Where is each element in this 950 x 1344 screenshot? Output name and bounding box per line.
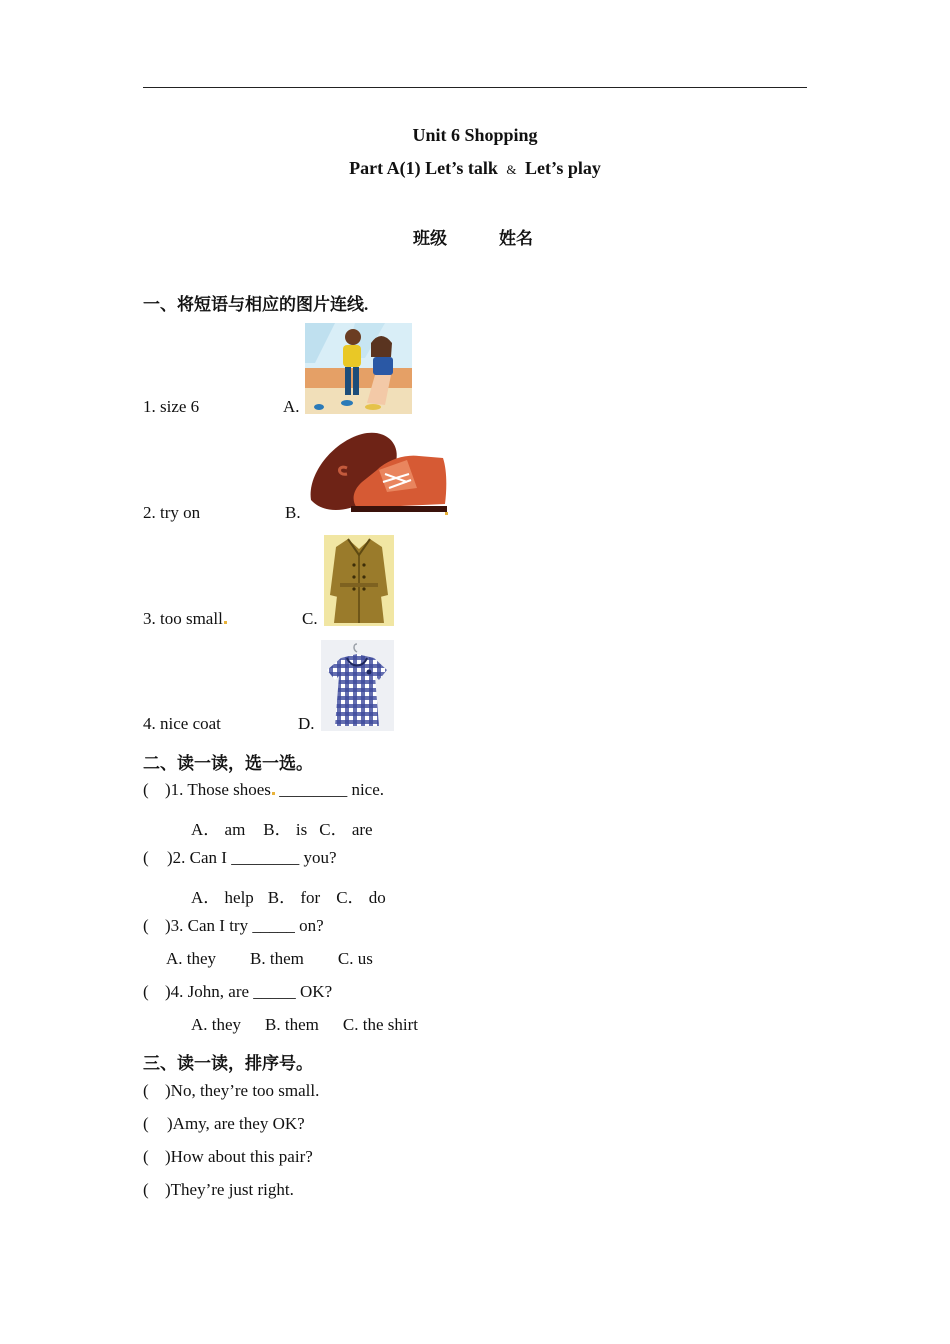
answer-bracket[interactable]: (	[143, 982, 149, 1001]
shoe-shop-picture	[305, 323, 412, 414]
order-bracket[interactable]: (	[143, 1180, 149, 1199]
match-letter-c: C.	[302, 609, 318, 628]
header-rule	[143, 87, 807, 88]
shoes-illustration	[307, 430, 452, 520]
question-1-rest: ________ nice.	[274, 780, 385, 799]
checked-shirt-picture	[321, 640, 394, 731]
shoe-shop-illustration	[305, 323, 412, 414]
option-c[interactable]: C. the shirt	[342, 1015, 418, 1034]
question-2-options	[191, 883, 386, 908]
answer-bracket[interactable]: (	[143, 780, 149, 799]
name-label: 姓名	[499, 229, 533, 248]
question-3-text: )3. Can I try _____ on?	[165, 916, 324, 935]
question-2	[143, 848, 337, 868]
subtitle-part-1: Part A(1) Let’s talk	[349, 158, 498, 178]
option-b[interactable]: B． is	[263, 820, 308, 839]
question-2-text: )2. Can I ________ you?	[167, 848, 337, 867]
dialogue-line-1	[143, 1081, 319, 1101]
worksheet-title: Unit 6 Shopping	[412, 125, 538, 145]
answer-bracket[interactable]: (	[143, 848, 149, 867]
question-1-text: )1. Those shoes	[165, 780, 271, 799]
option-c[interactable]: C. us	[337, 949, 373, 968]
option-a[interactable]: A． help	[191, 888, 254, 907]
option-c[interactable]: C． do	[336, 888, 386, 907]
match-phrase-1: 1. size 6	[143, 397, 200, 416]
dialogue-line-1-text: )No, they’re too small.	[165, 1081, 320, 1100]
subtitle-part-2: Let’s play	[525, 158, 601, 178]
coat-illustration	[324, 535, 394, 626]
option-a[interactable]: A. they	[191, 1015, 242, 1034]
order-bracket[interactable]: (	[143, 1114, 149, 1133]
dialogue-line-4	[143, 1180, 294, 1200]
match-letter-b: B.	[285, 503, 301, 522]
match-phrase-3	[143, 609, 227, 629]
red-shoes-picture	[307, 430, 452, 520]
section-3-heading: 三、读一读，排序号。	[143, 1054, 313, 1073]
question-4-text: )4. John, are _____ OK?	[165, 982, 333, 1001]
section-1-heading: 一、将短语与相应的图片连线.	[143, 295, 369, 314]
option-a[interactable]: A． am	[191, 820, 246, 839]
match-phrase-4: 4. nice coat	[143, 714, 221, 733]
question-3-options	[166, 949, 373, 969]
dialogue-line-3-text: )How about this pair?	[165, 1147, 313, 1166]
dialogue-line-2-text: )Amy, are they OK?	[167, 1114, 305, 1133]
answer-bracket[interactable]: (	[143, 916, 149, 935]
dialogue-line-4-text: )They’re just right.	[165, 1180, 294, 1199]
dialogue-line-2	[143, 1114, 305, 1134]
match-letter-d: D.	[298, 714, 315, 733]
question-4	[143, 982, 332, 1002]
match-phrase-2: 2. try on	[143, 503, 201, 522]
shirt-illustration	[321, 640, 394, 731]
option-a[interactable]: A. they	[166, 949, 217, 968]
question-1	[143, 780, 384, 800]
match-phrase-3-text: 3. too small	[143, 609, 223, 628]
option-b[interactable]: B． for	[267, 888, 321, 907]
question-1-options	[191, 815, 373, 840]
order-bracket[interactable]: (	[143, 1147, 149, 1166]
question-4-options	[191, 1015, 418, 1035]
coat-picture	[324, 535, 394, 626]
option-b[interactable]: B. them	[265, 1015, 319, 1034]
option-b[interactable]: B. them	[250, 949, 304, 968]
order-bracket[interactable]: (	[143, 1081, 149, 1100]
class-label: 班级	[413, 229, 447, 248]
mark-dot	[224, 621, 227, 624]
option-c[interactable]: C． are	[319, 820, 373, 839]
subtitle-ampersand: &	[506, 162, 517, 177]
section-2-heading: 二、读一读，选一选。	[143, 754, 313, 773]
dialogue-line-3	[143, 1147, 313, 1167]
match-letter-a: A.	[283, 397, 300, 416]
question-3	[143, 916, 324, 936]
worksheet-subtitle	[0, 158, 950, 179]
